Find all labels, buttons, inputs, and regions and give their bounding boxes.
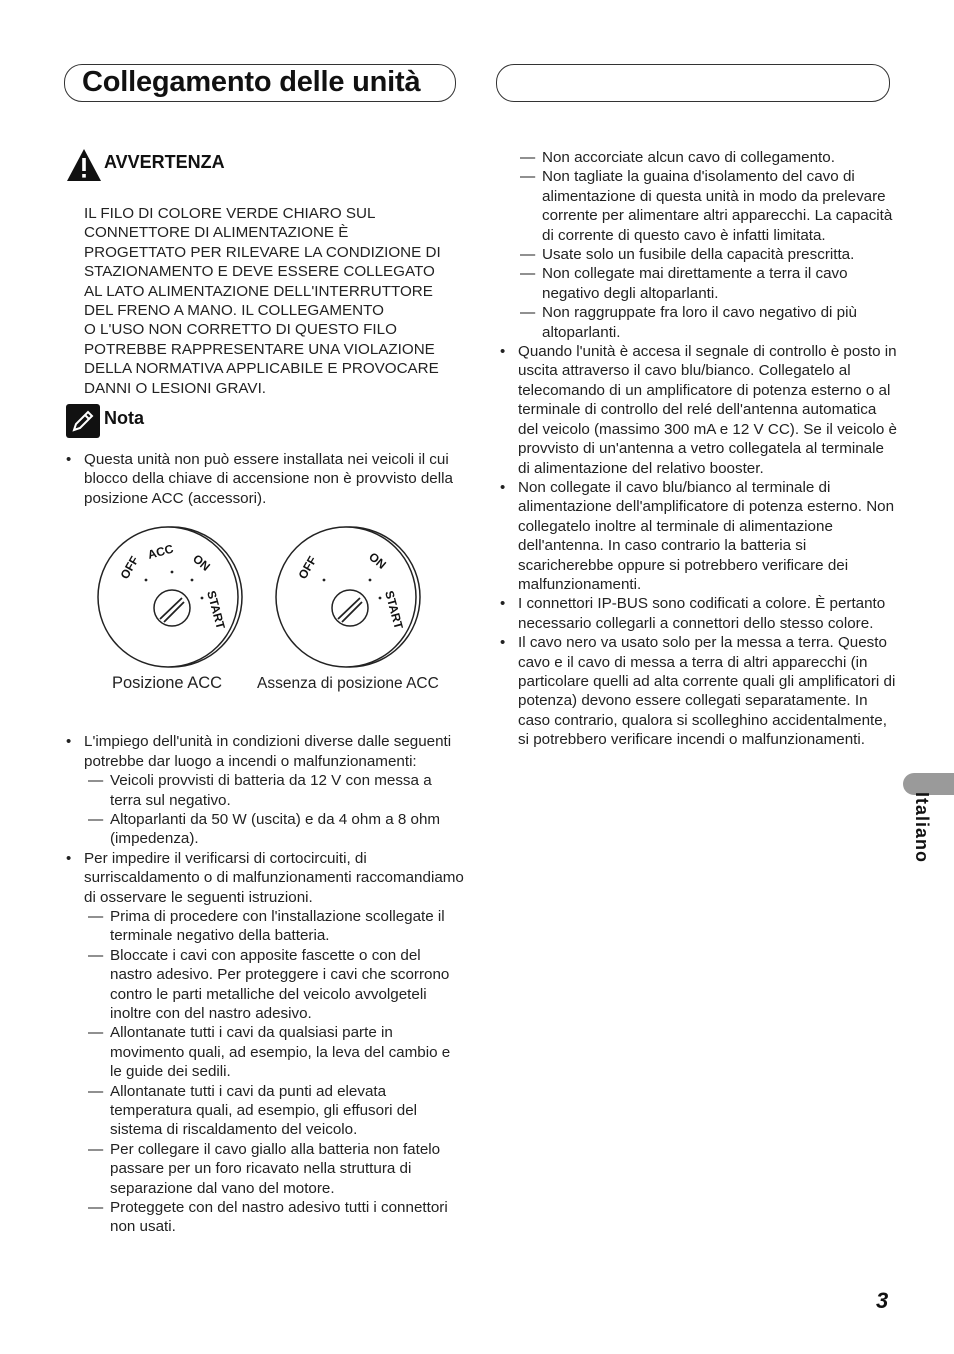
- dash-item: — Allontanate tutti i cavi da qualsiasi parte in movimento quali, ad esempio, la leva del cambio e le guide dei sedili.: [64, 1023, 464, 1081]
- dash-item: — Proteggete con del nastro adesivo tutti i connettori non usati.: [64, 1198, 464, 1237]
- list-item: • I connettori IP-BUS sono codificati a colore. È pertanto necessario collegarli a connettori dello stesso colore.: [498, 594, 898, 633]
- note-title: Nota: [104, 408, 144, 429]
- dash-item: — Altoparlanti da 50 W (uscita) e da 4 ohm a 8 ohm (impedenza).: [64, 810, 464, 849]
- dash-item: — Prima di procedere con l'installazione scollegate il terminale negativo della batteria.: [64, 907, 464, 946]
- label-on: ON: [366, 549, 389, 573]
- warning-title: AVVERTENZA: [104, 152, 225, 172]
- list-item: • Per impedire il verificarsi di cortocircuiti, di surriscaldamento o di malfunzionamenti raccomandiamo di osservare le seguenti istruzioni.: [64, 849, 464, 907]
- dash-item: — Non collegate mai direttamente a terra il cavo negativo degli altoparlanti.: [498, 264, 898, 303]
- label-off: OFF: [117, 553, 142, 582]
- ignition-no-acc-diagram: [272, 522, 422, 672]
- language-label: Italiano: [912, 792, 932, 864]
- ignition-figure: [64, 522, 464, 722]
- page-number: 3: [876, 1288, 889, 1313]
- dash-item: — Veicoli provvisti di batteria da 12 V con messa a terra sul negativo.: [64, 771, 464, 810]
- list-item: • Quando l'unità è accesa il segnale di controllo è posto in uscita attraverso il cavo blu/bianco. Collegatelo al telecomando di un amplificatore di potenza esterno o al terminale di controllo del relé dell'antenna automatica del veicolo (massimo 300 mA e 12 V CC). Se il veicolo è provvisto di un'antenna a vetro collegatela al terminale di alimentazione del relativo booster.: [498, 342, 898, 478]
- label-acc: ACC: [146, 541, 175, 563]
- list-item: • L'impiego dell'unità in condizioni diverse dalle seguenti potrebbe dar luogo a incendi o malfunzionamenti:: [64, 732, 464, 771]
- left-list: [64, 732, 464, 1237]
- ignition-acc-diagram: [94, 522, 244, 672]
- caption-no-acc: Assenza di posizione ACC: [257, 675, 439, 693]
- list-item: • Il cavo nero va usato solo per la messa a terra. Questo cavo e il cavo di messa a terra di altri apparecchi (in particolare quelli ad alta corrente quali gli amplificatori di potenza) devono essere collegati separatamente. In caso contrario, qualora si scolleghino accidentalmente, si potrebbero verificare incendi o malfunzionamenti.: [498, 633, 898, 749]
- label-on: ON: [190, 551, 213, 575]
- label-start: START: [204, 589, 228, 631]
- note-bullet: • Questa unità non può essere installata nei veicoli il cui blocco della chiave di accensione non è provvisto della posizione ACC (accessori).: [64, 450, 464, 508]
- dash-item: — Non tagliate la guaina d'isolamento del cavo di alimentazione di questa unità in modo da prelevare corrente per alimentare altri apparecchi. La capacità di corrente di questo cavo è infatti limitata.: [498, 167, 898, 245]
- dash-item: — Bloccate i cavi con apposite fascette o con del nastro adesivo. Per proteggere i cavi che scorrono contro le parti metalliche del veicolo avvolgeteli inoltre con del nastro adesivo.: [64, 946, 464, 1024]
- note-heading: [64, 404, 464, 440]
- dash-item: — Non accorciate alcun cavo di collegamento.: [498, 148, 898, 167]
- dash-item: — Non raggruppate fra loro il cavo negativo di più altoparlanti.: [498, 303, 898, 342]
- dash-item: — Allontanate tutti i cavi da punti ad elevata temperatura quali, ad esempio, gli effusori del sistema di riscaldamento del veicolo.: [64, 1082, 464, 1140]
- page-title: Collegamento delle unità: [82, 66, 421, 98]
- list-item: • Non collegate il cavo blu/bianco al terminale di alimentazione dell'amplificatore di potenza esterno. Non collegatelo inoltre al terminale di alimentazione dell'antenna. In caso contrario la batteria si scaricherebbe oppure si potrebbero verificare dei malfunzionamenti.: [498, 478, 898, 594]
- note-pencil-icon: [66, 404, 100, 438]
- dash-item: — Per collegare il cavo giallo alla batteria non fatelo passare per un foro ricavato nella struttura di separazione dal vano del motore.: [64, 1140, 464, 1198]
- left-column: [64, 148, 464, 1237]
- right-column: [498, 148, 898, 750]
- warning-heading: [64, 148, 464, 184]
- warning-triangle-icon: [66, 148, 102, 182]
- label-start: START: [382, 589, 406, 631]
- dash-item: — Usate solo un fusibile della capacità prescritta.: [498, 245, 898, 264]
- warning-text: IL FILO DI COLORE VERDE CHIARO SUL CONNETTORE DI ALIMENTAZIONE È PROGETTATO PER RILEVARE LA CONDIZIONE DI STAZIONAMENTO E DEVE ESSERE COLLEGATO AL LATO ALIMENTAZIONE DELL'INTERRUTTORE DEL FRENO A MANO. IL COLLEGAMENTO O L'USO NON CORRETTO DI QUESTO FILO POTREBBE RAPPRESENTARE UNA VIOLAZIONE DELLA NORMATIVA APPLICABILE E PROVOCARE DANNI O LESIONI GRAVI.: [84, 205, 441, 397]
- empty-header-frame: [496, 64, 890, 102]
- label-off: OFF: [295, 553, 320, 582]
- caption-acc: Posizione ACC: [112, 674, 223, 693]
